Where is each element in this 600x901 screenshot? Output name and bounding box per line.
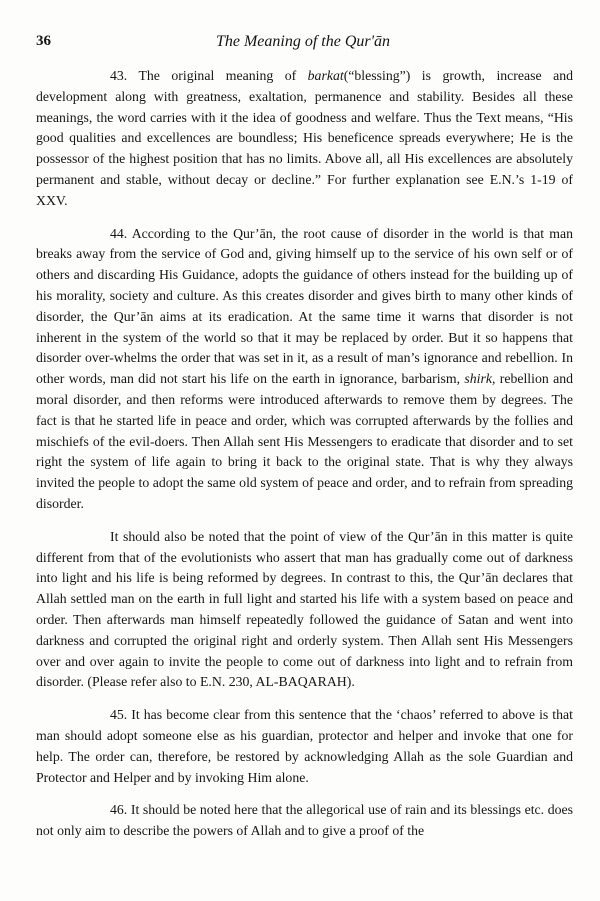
note-number: 44. xyxy=(110,225,128,241)
paragraph xyxy=(36,800,573,842)
note-number: 43. xyxy=(110,68,128,83)
note-number: 45. xyxy=(110,707,128,723)
paragraph xyxy=(36,224,573,515)
text-run: It has become clear from this sentence that the ‘chaos’ referred to above is that man should adopt someone else as his guardian, protector and helper and invoke that one for help. The order can, therefore, be restored by acknowledging Allah as the sole Guardian and Protector and Helper and by invoking Him alone. xyxy=(36,707,573,785)
paragraph xyxy=(36,705,573,788)
text-run: It should also be noted that the point of view of the Qur’ān in this matter is quite different from that of the evolutionists who assert that man has gradually come out of darkness into light and his life is being reformed by degrees. In contrast to this, the Qur’ān declares that Allah settled man on the earth in full light and started his life with a system based on peace and order. Then afterwards man himself repeatedly followed the guidance of Satan and went into darkness and corrupted the original right and orderly system. Then Allah sent His Messengers over and over again to invite the people to come out of darkness into light and to refrain from disorder. (Please refer also to E.N. 230, AL-BAQARAH). xyxy=(36,528,573,690)
text-run: According to the Qur’ān, the root cause of disorder in the world is that man breaks away from the service of God and, giving himself up to the service of his own self or of others and discarding His Guidance, adopts the guidance of others instead for the building up of his morality, society and culture. As this creates disorder and gives birth to many other kinds of disorder, the Qur’ān aims at its eradication. At the same time it warns that disorder is not inherent in the system of the world so that it may be replaced by order. But it so happens that disorder over-whelms the order that was set in it, as a result of man’s ignorance and rebellion. In other words, man did not start his life on the earth in ignorance, barbarism, xyxy=(36,225,573,387)
text-run: (“blessing”) is growth, increase and development along with greatness, exaltation, permanence and stability. Besides all these meanings, the word carries with it the idea of goodness and welfare. Thus the Text means, “His good qualities and excellences are boundless; His beneficence spreads everywhere; He is the possessor of the highest position that has no limits. Above all, all His excellences are absolutely permanent and stable, without decay or decline.” For further explanation see E.N.’s 1-19 of XXV. xyxy=(36,68,574,208)
note-number: 46. xyxy=(110,802,128,818)
body-text xyxy=(36,66,573,854)
text-run: It should be noted here that the allegorical use of rain and its blessings etc. does not only aim to describe the powers of Allah and to give a proof of the xyxy=(36,802,574,839)
italic-term: shirk xyxy=(464,371,492,387)
running-title: The Meaning of the Qur'ān xyxy=(215,33,391,50)
paragraph xyxy=(36,66,573,212)
paragraph xyxy=(36,527,573,693)
text-run: The original meaning of xyxy=(138,68,308,83)
page-header xyxy=(36,33,570,55)
page-number: 36 xyxy=(36,33,51,49)
text-run: , rebellion and moral disorder, and then reforms were introduced afterwards to remove them by degrees. The fact is that he started life in peace and order, which was corrupted afterwards by the follies and mischiefs of the evil-doers. Then Allah sent His Messengers to eradicate that disorder and to set right the system of life again to bring it back to the original state. That is why they always invited the people to adopt the same old system of peace and order, and to refrain from spreading disorder. xyxy=(36,371,573,511)
italic-term: barkat xyxy=(307,68,344,83)
